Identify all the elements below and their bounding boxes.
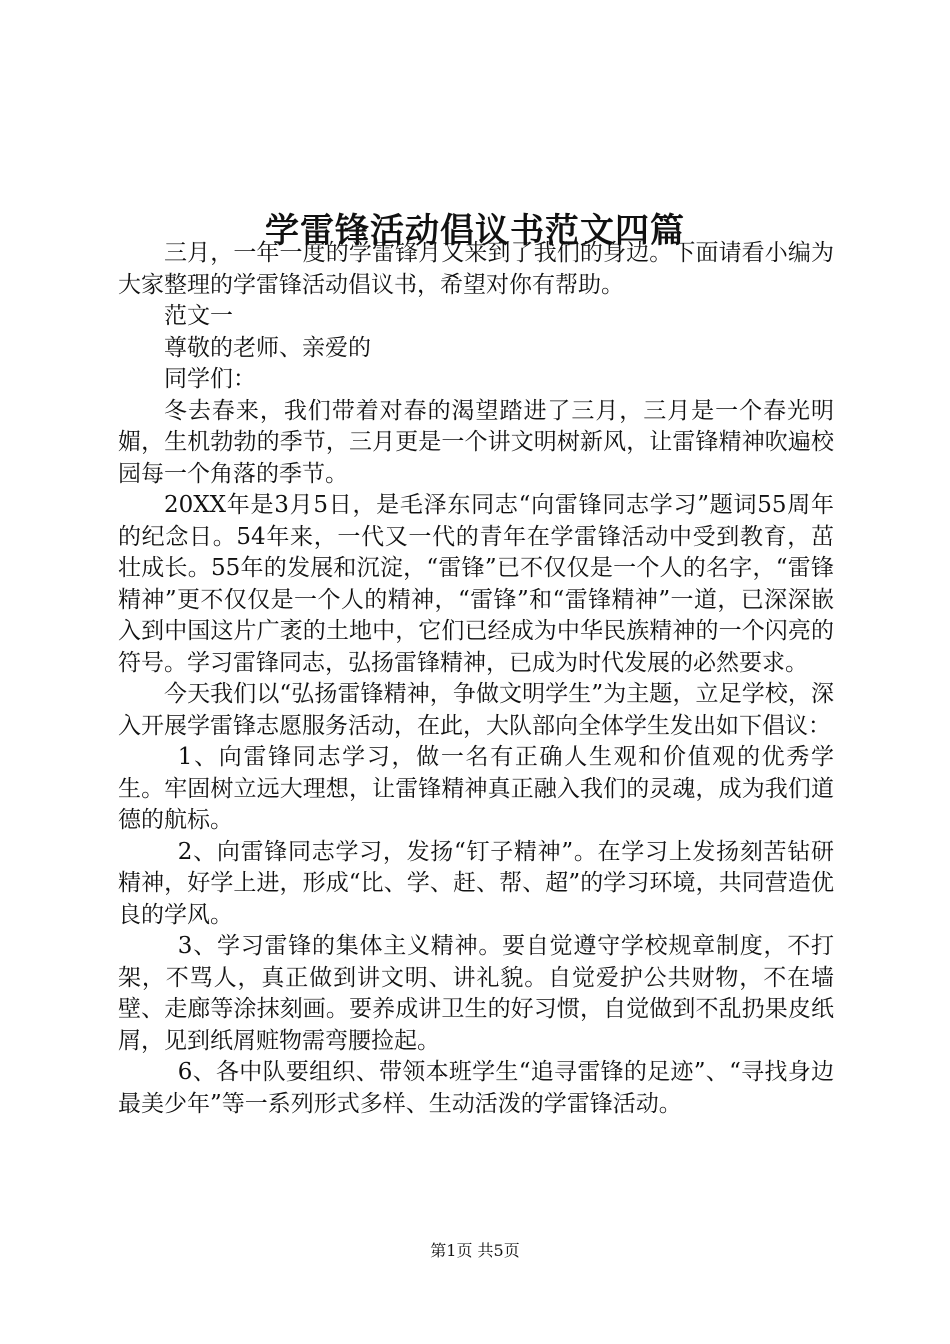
paragraph-theme: 今天我们以“弘扬雷锋精神，争做文明学生”为主题，立足学校，深入开展学雷锋志愿服务活动，在此，大队部向全体学生发出如下倡议：: [118, 681, 834, 739]
paragraph-salutation-1: 尊敬的老师、亲爱的: [164, 334, 371, 361]
paragraph-item-1: 1、向雷锋同志学习，做一名有正确人生观和价值观的优秀学生。牢固树立远大理想，让雷锋精神真正融入我们的灵魂，成为我们道德的航标。: [118, 744, 834, 833]
paragraph-anniversary: 20XX年是3月5日，是毛泽东同志“向雷锋同志学习”题词55周年的纪念日。54年来，一代又一代的青年在学雷锋活动中受到教育，茁壮成长。55年的发展和沉淀，“雷锋”已不仅仅是一个人的名字，“雷锋精神”更不仅仅是一个人的精神，“雷锋”和“雷锋精神”一道，已深深嵌入到中国这片广袤的土地中，它们已经成为中华民族精神的一个闪亮的符号。学习雷锋同志，弘扬雷锋精神，已成为时代发展的必然要求。: [118, 492, 834, 676]
page-footer: 第1页 共5页: [430, 1241, 520, 1260]
paragraph-spring: 冬去春来，我们带着对春的渴望踏进了三月，三月是一个春光明媚，生机勃勃的季节，三月更是一个讲文明树新风，让雷锋精神吹遍校园每一个角落的季节。: [118, 397, 834, 487]
paragraph-intro: 三月，一年一度的学雷锋月又来到了我们的身边。下面请看小编为大家整理的学雷锋活动倡议书，希望对你有帮助。: [118, 240, 834, 298]
paragraph-item-3: 3、学习雷锋的集体主义精神。要自觉遵守学校规章制度，不打架，不骂人，真正做到讲文明、讲礼貌。自觉爱护公共财物，不在墙壁、走廊等涂抹刻画。要养成讲卫生的好习惯，自觉做到不乱扔果皮纸屑，见到纸屑赃物需弯腰捡起。: [118, 933, 834, 1054]
paragraph-section-heading: 范文一: [164, 303, 233, 329]
paragraph-item-2: 2、向雷锋同志学习，发扬“钉子精神”。在学习上发扬刻苦钻研精神，好学上进，形成“比、学、赶、帮、超”的学习环境，共同营造优良的学风。: [118, 838, 834, 928]
paragraph-salutation-2: 同学们：: [164, 366, 256, 392]
document-body: [118, 238, 834, 1120]
document-title: 学雷锋活动倡议书范文四篇: [265, 210, 685, 251]
paragraph-item-6: 6、各中队要组织、带领本班学生“追寻雷锋的足迹”、“寻找身边最美少年”等一系列形式多样、生动活泼的学雷锋活动。: [118, 1059, 834, 1117]
